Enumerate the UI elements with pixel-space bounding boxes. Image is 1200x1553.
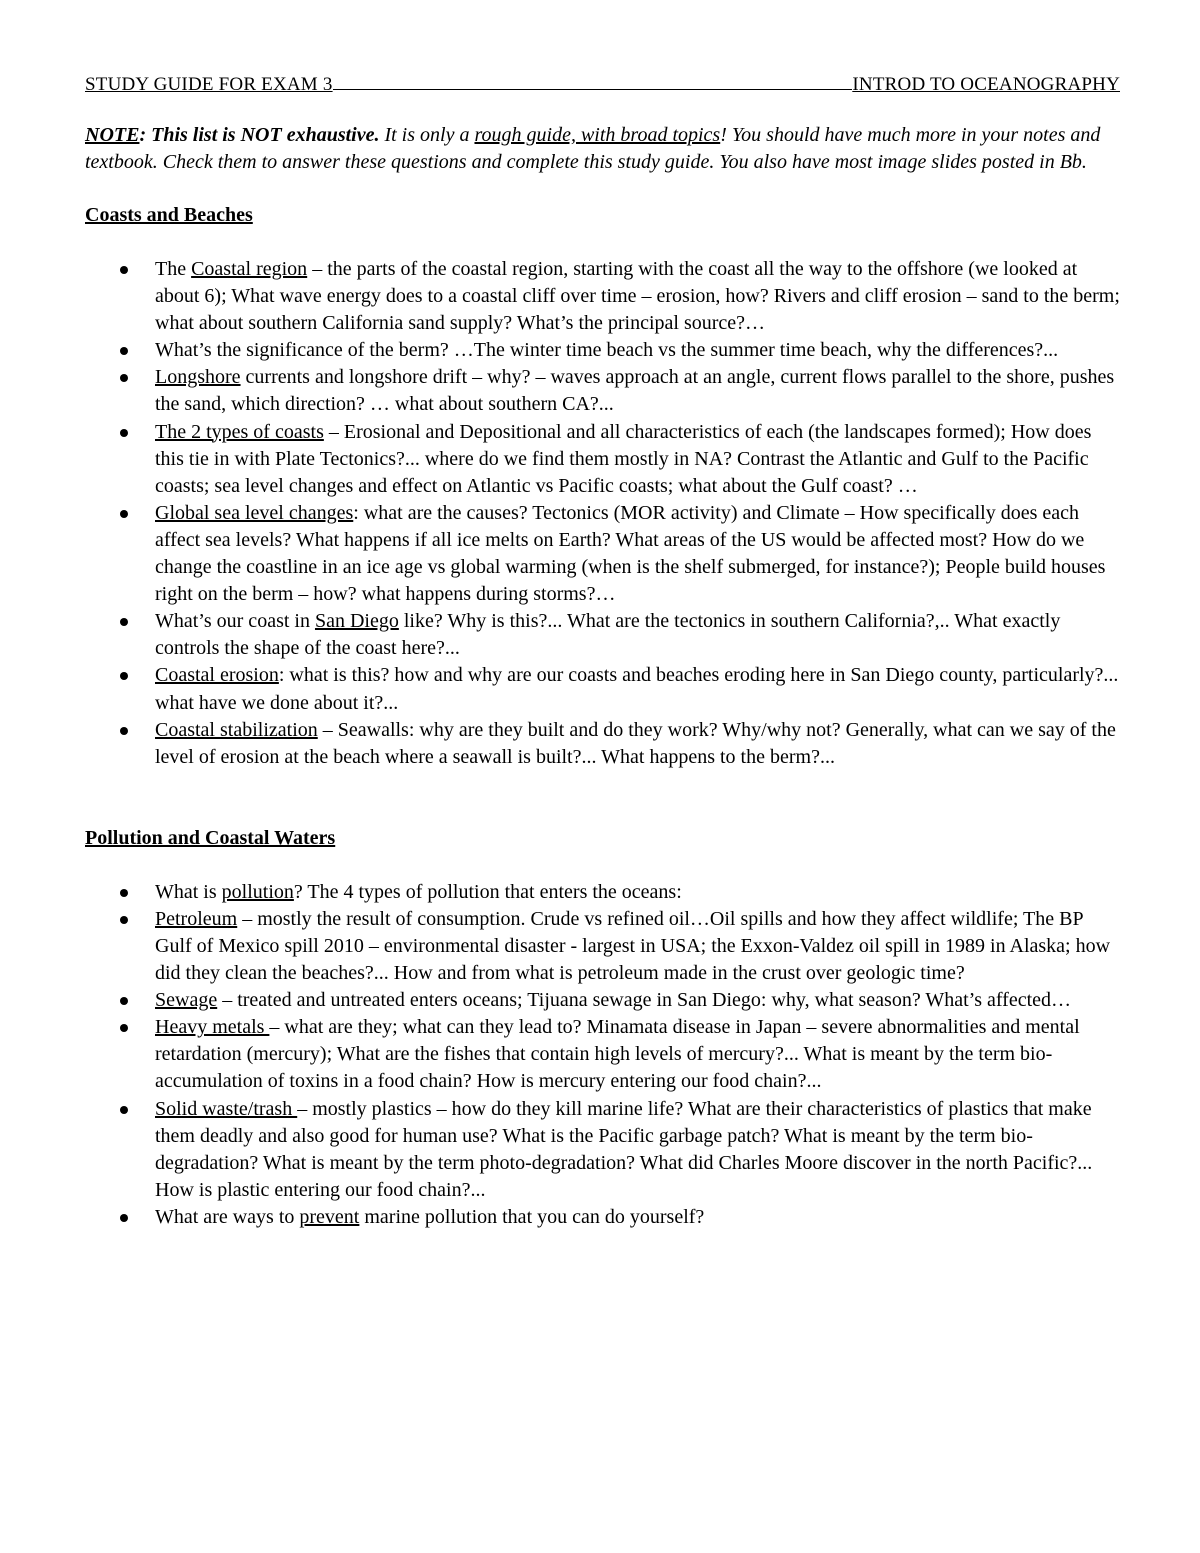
section-title-coasts: Coasts and Beaches (85, 204, 253, 226)
item-text-post: currents and longshore drift – why? – waves approach at an angle, current flows parallel to the shore, pushes the sand, which direction? … what about southern CA?... (155, 366, 1115, 416)
item-text-post: like? Why is this?... What are the tectonics in southern California?,.. What exactly controls the shape of the coast here?... (155, 610, 1061, 660)
document-page (85, 72, 1120, 1231)
item-topic: Solid waste/trash (155, 1097, 298, 1120)
item-text-post: : what are the causes? Tectonics (MOR activity) and Climate – How specifically does each affect sea levels? What happens if all ice melts on Earth? What areas of the US would be affected most? How do we change the coastline in an ice age vs global warming (when is the shelf submerged, for instance?); People build houses right on the berm – how? what happens during storms?… (155, 501, 1106, 606)
bullet-icon (120, 429, 128, 437)
item-topic: Coastal erosion (155, 664, 279, 687)
item-text-post: – mostly plastics – how do they kill marine life? What are their characteristics of plastics that make them deadly and also good for human use? What is the Pacific garbage patch? What is meant by the term bio-degradation? What is meant by the term photo-degradation? What did Charles Moore discover in the north Pacific?... How is plastic entering our food chain?... (155, 1097, 1093, 1201)
header-title-right: INTROD TO OCEANOGRAPHY (852, 74, 1120, 95)
list-item (85, 500, 1120, 608)
bullet-icon (120, 889, 128, 897)
list-item (85, 987, 1120, 1014)
item-text-post: – treated and untreated enters oceans; Tijuana sewage in San Diego: why, what season? What’s affected… (217, 989, 1072, 1012)
list-item (85, 879, 1120, 906)
item-topic: Longshore (155, 366, 241, 389)
item-topic: prevent (299, 1205, 360, 1228)
list-item (85, 662, 1120, 716)
item-text-pre: What’s our coast in (155, 610, 315, 633)
bullet-icon (120, 510, 128, 518)
bullet-icon (120, 672, 128, 680)
item-text-pre: What’s the significance of the berm? …The winter time beach vs the summer time beach, why the differences?... (155, 339, 1059, 362)
list-item (85, 906, 1120, 987)
bullet-icon (120, 1106, 128, 1114)
bullet-icon (120, 374, 128, 382)
list-item (85, 419, 1120, 500)
item-text-pre: The (155, 258, 192, 280)
list-item (85, 256, 1120, 337)
item-text-post: – the parts of the coastal region, starting with the coast all the way to the offshore (we looked at about 6); What wave energy does to a coastal cliff over time – erosion, how? Rivers and cliff erosion – sand to the berm; what about southern California sand supply? What’s the principal source?… (155, 258, 1120, 335)
item-text-post: – Erosional and Depositional and all characteristics of each (the landscapes formed); How does this tie in with Plate Tectonics?... where do we find them mostly in NA? Contrast the Atlantic and Gulf to the Pacific coasts; sea level changes and effect on Atlantic vs Pacific coasts; what about the Gulf coast? … (155, 420, 1092, 497)
item-text-post: – mostly the result of consumption. Crude vs refined oil…Oil spills and how they affect wildlife; The BP Gulf of Mexico spill 2010 – environmental disaster - largest in USA; the Exxon-Valdez oil spill in 1989 in Alaska; how did they clean the beaches?... How and from what is petroleum made in the crust over geologic time? (155, 907, 1111, 985)
header-title-left: STUDY GUIDE FOR EXAM 3 (85, 74, 333, 95)
item-topic: Coastal stabilization (155, 718, 318, 741)
coasts-list (85, 256, 1120, 771)
note-text-2: ! You should have much more in your notes and textbook. Check them to answer these questions and complete this study guide. You also have most image slides posted in Bb. (85, 124, 1101, 173)
item-topic: Petroleum (155, 907, 238, 930)
item-topic: Global sea level changes (155, 501, 354, 524)
note-bold-text: : This list is NOT exhaustive. (139, 124, 380, 146)
item-text-post: – what are they; what can they lead to? Minamata disease in Japan – severe abnormalities and mental retardation (mercury); What are the fishes that contain high levels of mercury?... What is meant by the term bio-accumulation of toxins in a food chain? How is mercury entering our food chain?... (155, 1016, 1080, 1093)
bullet-icon (120, 916, 128, 924)
item-text-pre: What are ways to (155, 1205, 300, 1228)
bullet-icon (120, 1024, 128, 1032)
item-topic: Sewage (155, 989, 218, 1012)
item-topic: pollution (221, 880, 294, 903)
bullet-icon (120, 727, 128, 735)
item-topic: Coastal region (191, 258, 308, 280)
note-underlined-text: rough guide, with broad topics (474, 124, 721, 146)
item-text-post: – Seawalls: why are they built and do they work? Why/why not? Generally, what can we say of the level of erosion at the beach where a seawall is built?... What happens to the berm?... (155, 718, 1116, 768)
note-text-1: It is only a (379, 124, 475, 146)
note-paragraph (85, 122, 1120, 176)
list-item (85, 364, 1120, 418)
bullet-icon (120, 266, 128, 274)
item-topic: Heavy metals (155, 1016, 270, 1039)
item-text-post: ? The 4 types of pollution that enters the oceans: (293, 880, 682, 903)
list-item (85, 1204, 1120, 1231)
item-text-post: : what is this? how and why are our coasts and beaches eroding here in San Diego county, particularly?... what have we done about it?... (155, 664, 1119, 714)
bullet-icon (120, 1214, 128, 1222)
bullet-icon (120, 618, 128, 626)
list-item (85, 337, 1120, 364)
list-item (85, 717, 1120, 771)
bullet-icon (120, 347, 128, 355)
item-text-post: marine pollution that you can do yourself? (359, 1205, 705, 1228)
item-text-pre: What is (155, 880, 222, 903)
list-item (85, 608, 1120, 662)
section-title-pollution: Pollution and Coastal Waters (85, 826, 336, 849)
item-topic: San Diego (314, 610, 399, 633)
bullet-icon (120, 997, 128, 1005)
pollution-list (85, 879, 1120, 1231)
header-underline-gap (333, 88, 853, 90)
document-header (85, 72, 1120, 98)
list-item (85, 1014, 1120, 1095)
item-topic: The 2 types of coasts (155, 420, 324, 443)
note-label: NOTE (85, 124, 140, 146)
list-item (85, 1096, 1120, 1204)
